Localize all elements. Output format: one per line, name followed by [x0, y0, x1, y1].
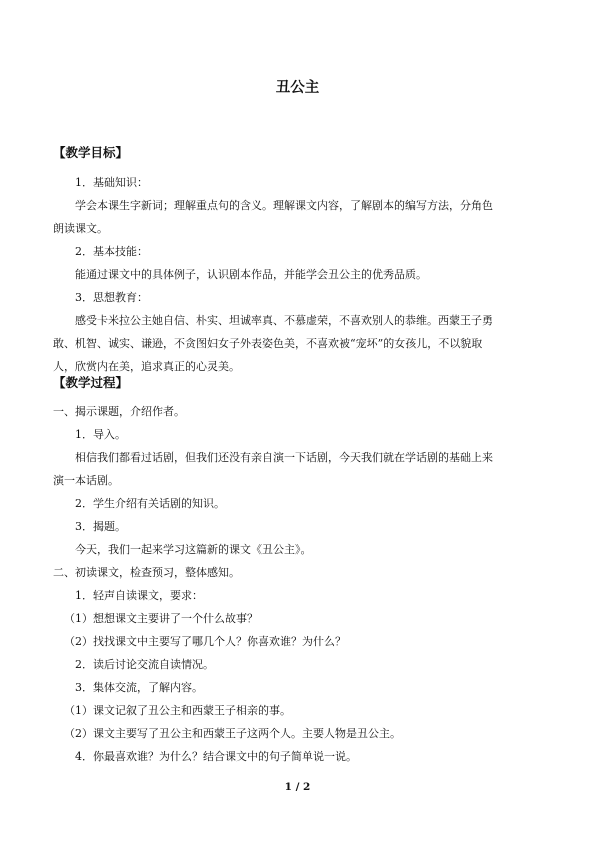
- paragraph-line: 2．基本技能：: [75, 245, 148, 258]
- paragraph-line: 学会本课生字新词；理解重点句的含义。理解课文内容，了解剧本的编写方法，分角色: [75, 199, 493, 212]
- paragraph-line: 4．你最喜欢谁？为什么？结合课文中的句子简单说一说。: [75, 750, 357, 763]
- paragraph-line: 相信我们都看过话剧，但我们还没有亲自演一下话剧，今天我们就在学话剧的基础上来: [75, 451, 493, 464]
- section-heading-teaching-goals: 【教学目标】: [53, 145, 129, 160]
- page-number: 1 / 2: [284, 781, 311, 793]
- paragraph-line: 1．导入。: [75, 428, 126, 441]
- paragraph-line: 3．思想教育：: [75, 291, 148, 304]
- paragraph-line: （1）课文记叙了丑公主和西蒙王子相亲的事。: [64, 704, 291, 717]
- paragraph-line: 3．揭题。: [75, 520, 126, 533]
- paragraph-line: 演一本话剧。: [53, 474, 119, 487]
- paragraph-line: 1．基础知识：: [75, 176, 148, 189]
- paragraph-line: 2．读后讨论交流自读情况。: [75, 658, 214, 671]
- page-title: 丑公主: [275, 79, 320, 96]
- paragraph-line: （2）找找课文中主要写了哪几个人？你喜欢谁？为什么？: [64, 635, 346, 648]
- paragraph-line: 人，欣赏内在美，追求真正的心灵美。: [53, 360, 240, 373]
- paragraph-line: 3．集体交流，了解内容。: [75, 681, 203, 694]
- paragraph-line: 今天，我们一起来学习这篇新的课文《丑公主》。: [75, 543, 312, 556]
- paragraph-line: 敢、机智、诚实、谦逊，不贪图妇女子外表姿色美，不喜欢被“宠坏”的女孩儿，不以貌取: [53, 337, 483, 350]
- paragraph-line: 1．轻声自读课文，要求：: [75, 589, 203, 602]
- paragraph-line: 感受卡米拉公主她自信、朴实、坦诚率真、不慕虚荣，不喜欢别人的恭维。西蒙王子勇: [75, 314, 493, 327]
- paragraph-line: （2）课文主要写了丑公主和西蒙王子这两个人。主要人物是丑公主。: [64, 727, 401, 740]
- paragraph-line: 二、初读课文，检查预习，整体感知。: [53, 566, 240, 579]
- section-heading-teaching-process: 【教学过程】: [53, 375, 129, 390]
- paragraph-line: 朗读课文。: [53, 222, 108, 235]
- paragraph-line: 能通过课文中的具体例子，认识剧本作品，并能学会丑公主的优秀品质。: [75, 268, 427, 281]
- paragraph-line: （1）想想课文主要讲了一个什么故事？: [64, 612, 258, 625]
- paragraph-line: 2．学生介绍有关话剧的知识。: [75, 497, 225, 510]
- paragraph-line: 一、揭示课题，介绍作者。: [53, 405, 185, 418]
